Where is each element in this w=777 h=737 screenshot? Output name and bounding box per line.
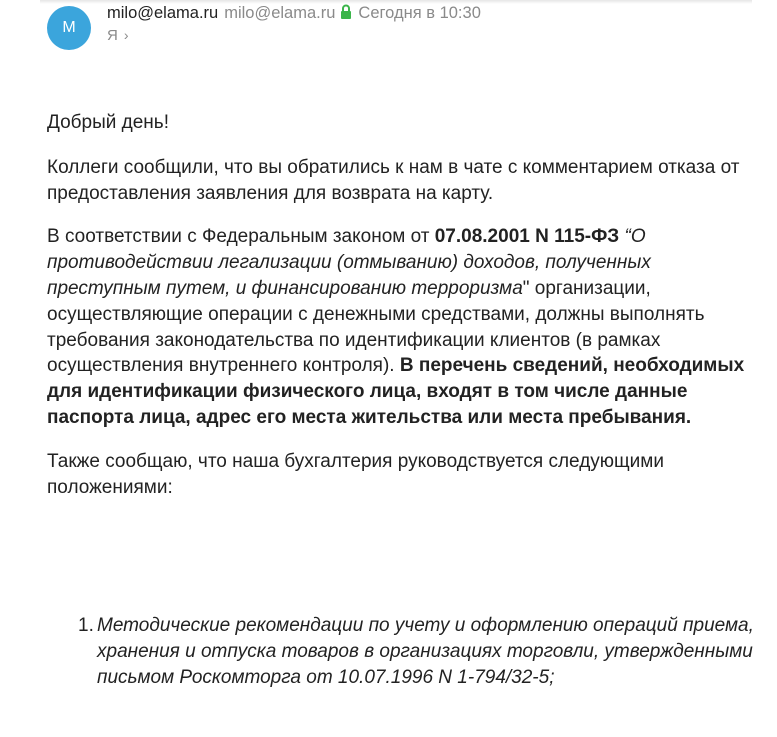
- quote-open: “: [619, 226, 631, 248]
- message-body: [47, 110, 752, 518]
- law-number: 07.08.2001 N 115-ФЗ: [434, 226, 620, 248]
- recipients-toggle[interactable]: [107, 27, 129, 44]
- from-line: [107, 4, 481, 22]
- sender-name[interactable]: milo@elama.ru: [107, 4, 219, 22]
- recipient-label: Я: [107, 27, 118, 44]
- paragraph-1: Коллеги сообщили, что вы обратились к нам в чате с комментарием отказа от предоставления заявления для возврата на карту.: [47, 156, 740, 204]
- p2-bold: В перечень сведений, необходимых для идентификации физического лица, входят в том числе данные паспорта лица, адрес его места жительства или места пребывания.: [47, 355, 745, 428]
- avatar[interactable]: M: [47, 6, 91, 50]
- list-number: 1.: [78, 615, 94, 636]
- greeting: Добрый день!: [47, 112, 169, 133]
- paragraph-2: [47, 224, 752, 430]
- message-header: [47, 4, 747, 48]
- p2-middle: организации, осуществляющие операции с денежными средствами, должны выполнять требования законодательства по идентификации клиентов (в рамках осуществления внутреннего контроля).: [47, 277, 705, 377]
- quote-close: ": [522, 277, 530, 299]
- p2-intro: В соответствии с Федеральным законом от: [47, 226, 435, 248]
- law-title: О противодействии легализации (отмыванию) доходов, полученных преступным путем, и финансированию терроризма: [47, 226, 651, 299]
- lock-icon: [340, 4, 352, 19]
- message-date: Сегодня в 10:30: [358, 4, 481, 22]
- sender-email[interactable]: milo@elama.ru: [224, 4, 336, 22]
- paragraph-3: Также сообщаю, что наша бухгалтерия руководствуется следующими положениями:: [47, 450, 664, 498]
- chevron-right-icon: ›: [123, 27, 129, 43]
- list-item: Методические рекомендации по учету и оформлению операций приема, хранения и отпуска товаров в организациях торговли, утвержденными письмом Роскомторга от 10.07.1996 N 1-794/32-5;: [97, 615, 754, 688]
